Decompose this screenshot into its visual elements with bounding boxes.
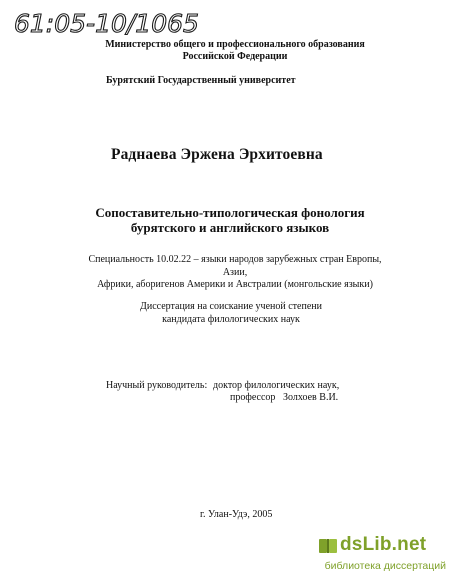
advisor-title: профессор (230, 392, 276, 403)
university-name: Бурятский Государственный университет (106, 75, 296, 86)
watermark-brand: dsLib.net (340, 534, 427, 555)
handwritten-catalog-stamp (12, 8, 290, 38)
dslib-watermark[interactable] (318, 534, 448, 580)
advisor-degree: доктор филологических наук, (213, 380, 340, 391)
specialty-text (80, 254, 390, 292)
ministry-line-1: Министерство общего и профессионального образования (105, 39, 365, 50)
advisor-label: Научный руководитель: (106, 380, 208, 391)
stamp-text: 61:05-10/1065 (14, 9, 199, 38)
advisor-name: Золхоев В.И. (283, 392, 339, 403)
city-year: г. Улан-Удэ, 2005 (200, 509, 273, 520)
dissertation-line-2: кандидата филологических наук (162, 313, 300, 325)
dissertation-line-1: Диссертация на соискание ученой степени (140, 301, 322, 312)
title-line-1: Сопоставительно-типологическая фонология (95, 205, 365, 220)
dslib-logo-icon (318, 536, 338, 556)
ministry-line-2: Российской Федерации (182, 51, 288, 62)
ministry-heading (100, 39, 370, 63)
dissertation-title (80, 205, 380, 235)
specialty-line-1: Специальность 10.02.22 – языки народов зарубежных стран Европы, Азии, (88, 254, 382, 278)
specialty-line-2: Африки, аборигенов Америки и Австралии (монгольские языки) (97, 279, 373, 290)
watermark-subtitle: библиотека диссертаций (324, 560, 446, 572)
title-line-2: бурятского и английского языков (130, 220, 330, 235)
author-name: Раднаева Эржена Эрхитоевна (111, 146, 323, 163)
dissertation-degree (118, 301, 344, 326)
